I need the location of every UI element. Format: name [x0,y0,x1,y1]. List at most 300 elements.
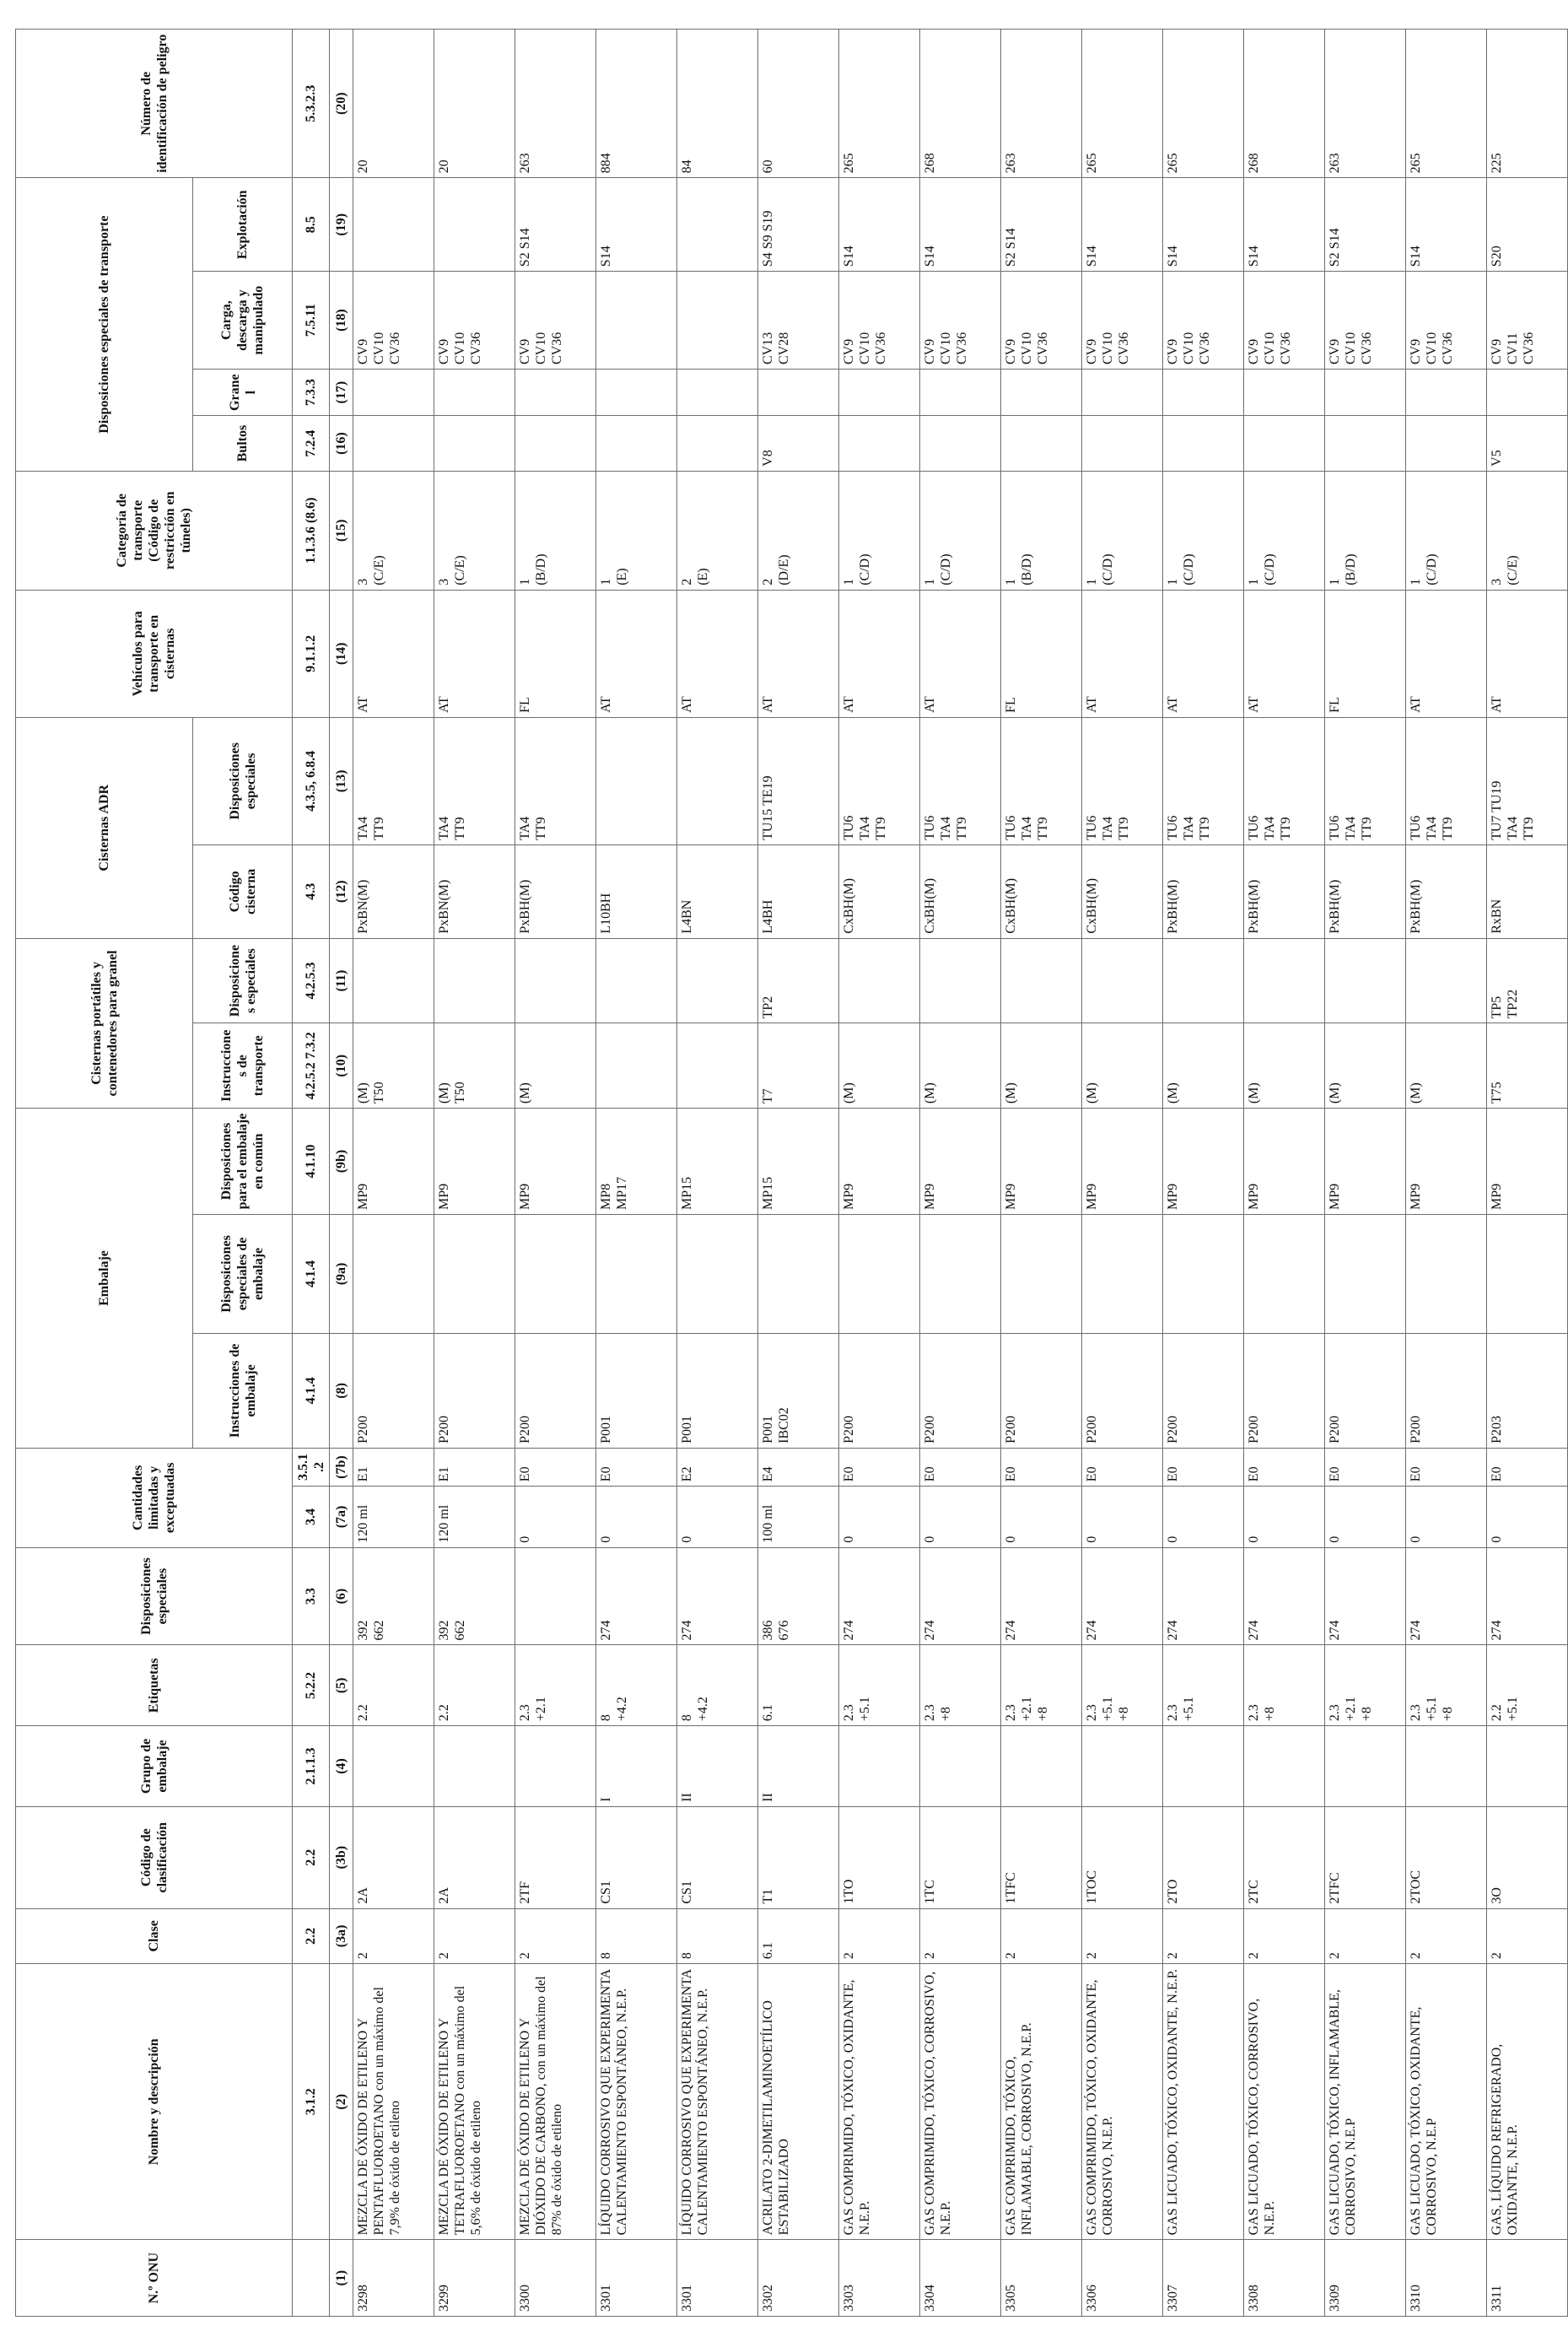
cell-class: 2 [434,1908,515,1963]
cell-tank-sp: TU6 TA4 TT9 [1325,717,1406,845]
cell-pack-instr: P200 [353,1333,434,1448]
table-row [1325,30,1406,2317]
cell-port-instr: (M) [839,1023,920,1109]
column-number-cell: (8) [330,1333,353,1448]
table-row [677,30,758,2317]
cell-category: 1 (C/D) [839,471,920,590]
cell-carga: CV9 CV10 CV36 [1406,272,1487,370]
cell-tank-code: PxBH(M) [1244,845,1325,938]
cell-hazard: 263 [515,30,596,178]
cell-tank-sp: TU6 TA4 TT9 [839,717,920,845]
cell-exc-qty: E0 [839,1448,920,1486]
cell-ltd-qty: 0 [920,1487,1001,1548]
cell-ltd-qty: 0 [1163,1487,1244,1548]
cell-sp: 392 662 [434,1547,515,1645]
cell-ltd-qty: 100 ml [758,1487,839,1548]
cell-pack-instr: P200 [1082,1333,1163,1448]
cell-sp: 274 [1244,1547,1325,1645]
cell-vehicle: AT [1163,590,1244,717]
cell-pack-sp [434,1214,515,1333]
cell-exc-qty: E0 [1082,1448,1163,1486]
cell-labels: 2.2 +5.1 [1487,1645,1568,1726]
reference-cell: 4.3 [293,845,330,938]
dangerous-goods-table [15,29,1568,2317]
cell-tank-sp: TA4 TT9 [434,717,515,845]
header-hazard: Número de identificación de peligro [16,30,293,178]
cell-tank-sp: TU6 TA4 TT9 [920,717,1001,845]
column-number-cell: (9a) [330,1214,353,1333]
cell-pack-sp [758,1214,839,1333]
cell-port-instr: T75 [1487,1023,1568,1109]
cell-labels: 2.3 +5.1 +8 [1406,1645,1487,1726]
cell-mixed: MP15 [677,1109,758,1215]
cell-pack-instr: P203 [1487,1333,1568,1448]
cell-bultos [353,416,434,471]
cell-labels: 8 +4.2 [596,1645,677,1726]
cell-granel [839,369,920,415]
cell-category: 1 (C/D) [1082,471,1163,590]
cell-port-sp: TP5 TP22 [1487,938,1568,1023]
cell-granel [758,369,839,415]
cell-vehicle: AT [677,590,758,717]
cell-exc-qty: E0 [1163,1448,1244,1486]
cell-classif: 2TC [1244,1806,1325,1908]
cell-carga: CV9 CV10 CV36 [1001,272,1082,370]
cell-port-instr: (M) T50 [353,1023,434,1109]
column-number-cell: (18) [330,272,353,370]
cell-labels: 2.3 +2.1 +8 [1325,1645,1406,1726]
header-name: Nombre y descripción [16,1964,293,2240]
header-adr: Cisternas ADR [16,717,193,938]
cell-labels: 8 +4.2 [677,1645,758,1726]
header-portable: Cisternas portátiles y contenedores para granel [16,938,193,1108]
cell-exc-qty: E0 [1325,1448,1406,1486]
reference-cell: 4.1.4 [293,1333,330,1448]
cell-pack-instr: P200 [1001,1333,1082,1448]
cell-bultos: V5 [1487,416,1568,471]
cell-port-instr: (M) [1406,1023,1487,1109]
cell-explot [353,178,434,272]
cell-pg [839,1726,920,1807]
cell-hazard: 265 [839,30,920,178]
header-carga: Carga, descarga y manipulado [193,272,293,370]
cell-un: 3307 [1163,2240,1244,2317]
header-vehicle: Vehículos para transporte en cisternas [16,590,293,717]
cell-labels: 2.2 [434,1645,515,1726]
cell-pack-instr: P001 [677,1333,758,1448]
cell-pack-sp [1163,1214,1244,1333]
cell-category: 1 (C/D) [1406,471,1487,590]
cell-tank-code: PxBN(M) [353,845,434,938]
cell-granel [1001,369,1082,415]
cell-port-instr: (M) [515,1023,596,1109]
cell-category: 1 (B/D) [1325,471,1406,590]
cell-category: 1 (C/D) [920,471,1001,590]
cell-port-instr: (M) [1001,1023,1082,1109]
cell-un: 3301 [677,2240,758,2317]
cell-pg [1082,1726,1163,1807]
cell-name: MEZCLA DE ÓXIDO DE ETILENO Y DIÓXIDO DE CARBONO, con un máximo del 87% de óxido de etileno [515,1964,596,2240]
cell-carga: CV9 CV10 CV36 [839,272,920,370]
table-row [1487,30,1568,2317]
column-number-cell: (20) [330,30,353,178]
cell-mixed: MP15 [758,1109,839,1215]
column-number-cell: (6) [330,1547,353,1645]
cell-class: 2 [515,1908,596,1963]
cell-carga: CV9 CV10 CV36 [353,272,434,370]
cell-hazard: 268 [1244,30,1325,178]
reference-cell: 3.4 [293,1487,330,1548]
header-pack-sp: Disposiciones especiales de embalaje [193,1214,293,1333]
cell-explot: S14 [596,178,677,272]
column-number-cell: (10) [330,1023,353,1109]
cell-pack-sp [1082,1214,1163,1333]
cell-tank-code: PxBH(M) [1325,845,1406,938]
header-labels: Etiquetas [16,1645,293,1726]
cell-category: 3 (C/E) [434,471,515,590]
cell-mixed: MP9 [434,1109,515,1215]
header-classif: Código de clasificación [16,1806,293,1908]
cell-hazard: 20 [434,30,515,178]
cell-classif: CS1 [677,1806,758,1908]
cell-mixed: MP9 [1082,1109,1163,1215]
cell-pack-sp [920,1214,1001,1333]
table-row [1001,30,1082,2317]
reference-cell: 7.2.4 [293,416,330,471]
column-number-row [330,30,353,2317]
column-number-cell: (15) [330,471,353,590]
cell-un: 3306 [1082,2240,1163,2317]
cell-exc-qty: E0 [1406,1448,1487,1486]
cell-bultos: V8 [758,416,839,471]
cell-pg [434,1726,515,1807]
cell-name: GAS COMPRIMIDO, TÓXICO, OXIDANTE, N.E.P. [839,1964,920,2240]
reference-cell: 4.1.4 [293,1214,330,1333]
cell-pack-sp [1487,1214,1568,1333]
cell-name: MEZCLA DE ÓXIDO DE ETILENO Y PENTAFLUOROETANO con un máximo del 7,9% de óxido de etileno [353,1964,434,2240]
column-number-cell: (9b) [330,1109,353,1215]
reference-cell: 4.2.5.2 7.3.2 [293,1023,330,1109]
cell-port-sp [677,938,758,1023]
cell-exc-qty: E0 [920,1448,1001,1486]
cell-vehicle: FL [1001,590,1082,717]
cell-classif: 2TOC [1406,1806,1487,1908]
cell-classif: 2A [353,1806,434,1908]
cell-granel [1163,369,1244,415]
cell-bultos [1406,416,1487,471]
cell-name: MEZCLA DE ÓXIDO DE ETILENO Y TETRAFLUOROETANO con un máximo del 5,6% de óxido de etileno [434,1964,515,2240]
cell-un: 3305 [1001,2240,1082,2317]
cell-carga: CV9 CV10 CV36 [1082,272,1163,370]
column-number-cell: (12) [330,845,353,938]
cell-vehicle: AT [1487,590,1568,717]
cell-labels: 2.2 [353,1645,434,1726]
cell-pack-instr: P200 [1406,1333,1487,1448]
cell-bultos [677,416,758,471]
cell-name: GAS LICUADO, TÓXICO, CORROSIVO, N.E.P. [1244,1964,1325,2240]
cell-port-sp [1325,938,1406,1023]
cell-un: 3311 [1487,2240,1568,2317]
cell-bultos [1001,416,1082,471]
cell-pg [1001,1726,1082,1807]
cell-sp: 274 [1487,1547,1568,1645]
reference-cell: 3.3 [293,1547,330,1645]
cell-labels: 2.3 +8 [920,1645,1001,1726]
cell-bultos [1082,416,1163,471]
cell-hazard: 225 [1487,30,1568,178]
cell-pack-sp [1325,1214,1406,1333]
cell-granel [1406,369,1487,415]
column-number-cell: (7a) [330,1487,353,1548]
cell-tank-sp: TU6 TA4 TT9 [1082,717,1163,845]
cell-tank-code: L10BH [596,845,677,938]
header-mixed: Disposiciones para el embalaje en común [193,1109,293,1215]
cell-tank-sp: TU6 TA4 TT9 [1406,717,1487,845]
cell-tank-sp: TU6 TA4 TT9 [1244,717,1325,845]
cell-sp: 274 [920,1547,1001,1645]
cell-tank-code: RxBN [1487,845,1568,938]
cell-labels: 2.3 +2.1 [515,1645,596,1726]
cell-classif: 1TOC [1082,1806,1163,1908]
reference-cell: 9.1.1.2 [293,590,330,717]
cell-explot: S14 [839,178,920,272]
header-bultos: Bultos [193,416,293,471]
cell-carga: CV9 CV10 CV36 [1325,272,1406,370]
reference-cell: 2.2 [293,1806,330,1908]
cell-sp: 274 [1325,1547,1406,1645]
cell-pg [920,1726,1001,1807]
cell-ltd-qty: 0 [839,1487,920,1548]
cell-exc-qty: E1 [353,1448,434,1486]
cell-tank-code: CxBH(M) [839,845,920,938]
header-class: Clase [16,1908,293,1963]
header-sp: Disposiciones especiales [16,1547,293,1645]
cell-bultos [515,416,596,471]
reference-cell: 7.3.3 [293,369,330,415]
cell-vehicle: AT [1406,590,1487,717]
column-number-cell: (11) [330,938,353,1023]
cell-granel [515,369,596,415]
table-row [434,30,515,2317]
cell-port-instr [677,1023,758,1109]
cell-explot: S14 [1244,178,1325,272]
cell-pg [1163,1726,1244,1807]
cell-labels: 2.3 +5.1 +8 [1082,1645,1163,1726]
cell-tank-sp: TU15 TE19 [758,717,839,845]
cell-port-instr: (M) [1325,1023,1406,1109]
cell-vehicle: AT [758,590,839,717]
cell-mixed: MP9 [1244,1109,1325,1215]
column-number-cell: (2) [330,1964,353,2240]
cell-pg [1244,1726,1325,1807]
cell-carga: CV9 CV10 CV36 [920,272,1001,370]
cell-vehicle: AT [1082,590,1163,717]
cell-name: GAS LICUADO, TÓXICO, OXIDANTE, N.E.P. [1163,1964,1244,2240]
cell-sp: 274 [1082,1547,1163,1645]
cell-mixed: MP9 [839,1109,920,1215]
cell-ltd-qty: 120 ml [434,1487,515,1548]
cell-bultos [1163,416,1244,471]
cell-explot: S14 [1163,178,1244,272]
cell-class: 6.1 [758,1908,839,1963]
cell-tank-sp: TA4 TT9 [515,717,596,845]
column-number-cell: (3a) [330,1908,353,1963]
cell-explot: S20 [1487,178,1568,272]
reference-cell: 4.2.5.3 [293,938,330,1023]
cell-un: 3303 [839,2240,920,2317]
cell-bultos [1244,416,1325,471]
header-pg: Grupo de embalaje [16,1726,293,1807]
cell-pack-sp [1244,1214,1325,1333]
cell-tank-sp: TU7 TU19 TA4 TT9 [1487,717,1568,845]
cell-tank-code: L4BN [677,845,758,938]
table-row [1082,30,1163,2317]
cell-category: 1 (C/D) [1163,471,1244,590]
cell-bultos [596,416,677,471]
cell-exc-qty: E1 [434,1448,515,1486]
cell-tank-sp [677,717,758,845]
cell-class: 2 [1487,1908,1568,1963]
cell-name: GAS LICUADO, TÓXICO, OXIDANTE, CORROSIVO, N.E.P [1406,1964,1487,2240]
cell-mixed: MP9 [1487,1109,1568,1215]
cell-exc-qty: E0 [1244,1448,1325,1486]
cell-port-sp [839,938,920,1023]
cell-port-instr: (M) [920,1023,1001,1109]
column-number-cell: (3b) [330,1806,353,1908]
cell-port-instr: (M) [1163,1023,1244,1109]
cell-category: 2 (D/E) [758,471,839,590]
cell-sp: 274 [1001,1547,1082,1645]
cell-category: 2 (E) [677,471,758,590]
cell-exc-qty: E0 [515,1448,596,1486]
reference-cell [293,2240,330,2317]
cell-ltd-qty: 0 [515,1487,596,1548]
cell-labels: 2.3 +8 [1244,1645,1325,1726]
cell-mixed: MP9 [515,1109,596,1215]
cell-ltd-qty: 0 [677,1487,758,1548]
cell-port-instr: (M) T50 [434,1023,515,1109]
cell-class: 2 [353,1908,434,1963]
cell-class: 8 [677,1908,758,1963]
cell-port-sp [1001,938,1082,1023]
cell-explot: S14 [920,178,1001,272]
cell-pack-instr: P200 [1244,1333,1325,1448]
cell-hazard: 20 [353,30,434,178]
cell-tank-code: PxBH(M) [1163,845,1244,938]
cell-vehicle: AT [596,590,677,717]
cell-sp: 274 [1406,1547,1487,1645]
column-number-cell: (4) [330,1726,353,1807]
cell-tank-sp: TA4 TT9 [353,717,434,845]
cell-category: 3 (C/E) [1487,471,1568,590]
cell-vehicle: AT [1244,590,1325,717]
cell-hazard: 84 [677,30,758,178]
cell-pack-sp [1001,1214,1082,1333]
cell-hazard: 263 [1001,30,1082,178]
cell-granel [677,369,758,415]
reference-cell: 2.2 [293,1908,330,1963]
reference-cell: 5.3.2.3 [293,30,330,178]
cell-vehicle: AT [839,590,920,717]
cell-pack-sp [677,1214,758,1333]
table-row [353,30,434,2317]
cell-tank-code: PxBH(M) [1406,845,1487,938]
cell-un: 3309 [1325,2240,1406,2317]
cell-pg [515,1726,596,1807]
cell-bultos [434,416,515,471]
table-row [1163,30,1244,2317]
cell-classif: 2TO [1163,1806,1244,1908]
cell-vehicle: AT [353,590,434,717]
cell-sp: 274 [596,1547,677,1645]
header-ltd: Cantidades limitadas y exceptuadas [16,1448,293,1547]
cell-classif: 1TC [920,1806,1001,1908]
cell-granel [1487,369,1568,415]
cell-tank-sp: TU6 TA4 TT9 [1001,717,1082,845]
reference-cell: 3.1.2 [293,1964,330,2240]
header-tank-code: Código cisterna [193,845,293,938]
cell-port-instr: T7 [758,1023,839,1109]
cell-pack-sp [596,1214,677,1333]
cell-name: GAS COMPRIMIDO, TÓXICO, INFLAMABLE, CORROSIVO, N.E.P. [1001,1964,1082,2240]
reference-cell: 5.2.2 [293,1645,330,1726]
cell-explot: S14 [1082,178,1163,272]
cell-pg [353,1726,434,1807]
cell-granel [1244,369,1325,415]
cell-carga: CV9 CV10 CV36 [434,272,515,370]
cell-port-sp [353,938,434,1023]
cell-classif: 2A [434,1806,515,1908]
cell-explot: S2 S14 [515,178,596,272]
cell-un: 3302 [758,2240,839,2317]
cell-hazard: 265 [1406,30,1487,178]
cell-exc-qty: E0 [1001,1448,1082,1486]
cell-hazard: 265 [1163,30,1244,178]
cell-classif: T1 [758,1806,839,1908]
cell-pg: II [758,1726,839,1807]
cell-port-sp [1163,938,1244,1023]
table-row [515,30,596,2317]
cell-granel [1082,369,1163,415]
cell-carga [596,272,677,370]
cell-name: GAS, LÍQUIDO REFRIGERADO, OXIDANTE, N.E.P. [1487,1964,1568,2240]
reference-cell: 1.1.3.6 (8.6) [293,471,330,590]
cell-bultos [1325,416,1406,471]
cell-pack-sp [353,1214,434,1333]
cell-un: 3308 [1244,2240,1325,2317]
cell-mixed: MP9 [1001,1109,1082,1215]
table-row [839,30,920,2317]
cell-hazard: 263 [1325,30,1406,178]
cell-pack-instr: P001 IBC02 [758,1333,839,1448]
cell-port-sp: TP2 [758,938,839,1023]
cell-class: 2 [1163,1908,1244,1963]
header-tank-sp: Disposiciones especiales [193,717,293,845]
cell-classif: 1TFC [1001,1806,1082,1908]
cell-pack-instr: P200 [839,1333,920,1448]
cell-un: 3310 [1406,2240,1487,2317]
cell-pack-instr: P001 [596,1333,677,1448]
cell-vehicle: FL [1325,590,1406,717]
cell-name: LÍQUIDO CORROSIVO QUE EXPERIMENTA CALENTAMIENTO ESPONTÁNEO, N.E.P. [677,1964,758,2240]
cell-explot: S2 S14 [1001,178,1082,272]
cell-pack-sp [839,1214,920,1333]
cell-port-sp [920,938,1001,1023]
cell-tank-sp [596,717,677,845]
header-special: Disposiciones especiales de transporte [16,178,193,471]
cell-vehicle: AT [434,590,515,717]
cell-explot: S4 S9 S19 [758,178,839,272]
